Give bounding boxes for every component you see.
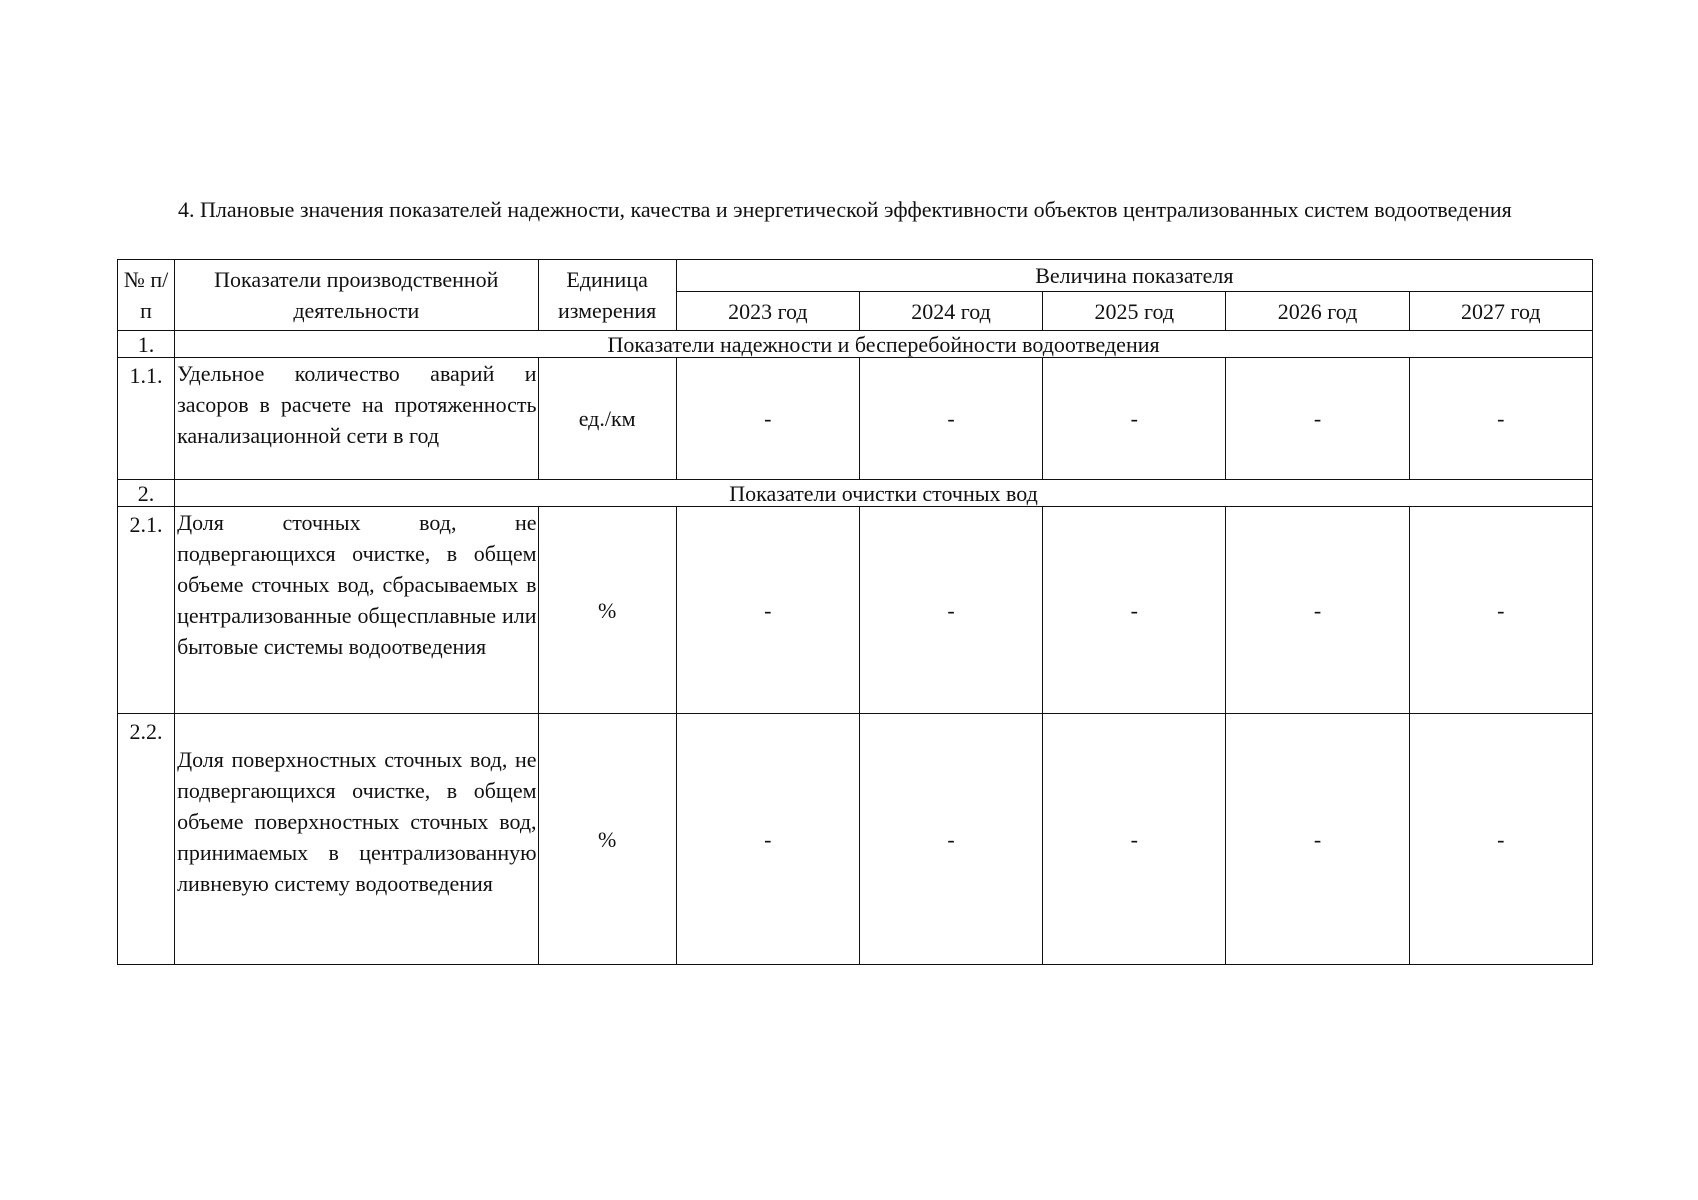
row-value: - — [859, 507, 1042, 714]
row-value: - — [1043, 714, 1226, 965]
row-indicator-name: Доля поверхностных сточных вод, не подвергающихся очистке, в общем объеме поверхностных сточных вод, принимаемых в централизованную ливневую систему водоотведения — [175, 714, 538, 965]
row-num: 1.1. — [118, 358, 175, 480]
section-title: Показатели очистки сточных вод — [175, 480, 1593, 507]
table-row — [118, 358, 1593, 480]
row-value: - — [676, 714, 859, 965]
row-value: - — [1409, 507, 1592, 714]
header-year: 2023 год — [676, 292, 859, 331]
section-row — [118, 331, 1593, 358]
row-value: - — [1043, 507, 1226, 714]
indicators-table — [117, 259, 1593, 965]
row-value: - — [1409, 358, 1592, 480]
row-value: - — [1226, 714, 1409, 965]
row-num: 2.2. — [118, 714, 175, 965]
row-num: 2.1. — [118, 507, 175, 714]
row-unit: % — [538, 714, 676, 965]
row-value: - — [676, 358, 859, 480]
header-value-group: Величина показателя — [676, 260, 1592, 292]
row-indicator-name: Удельное количество аварий и засоров в расчете на протяженность канализационной сети в год — [175, 358, 538, 480]
row-value: - — [1226, 507, 1409, 714]
row-value: - — [676, 507, 859, 714]
header-unit: Единица измерения — [538, 260, 676, 331]
section-num: 1. — [118, 331, 175, 358]
header-num: № п/п — [118, 260, 175, 331]
header-year: 2026 год — [1226, 292, 1409, 331]
table-row — [118, 714, 1593, 965]
table-row — [118, 507, 1593, 714]
row-value: - — [1043, 358, 1226, 480]
row-value: - — [1226, 358, 1409, 480]
document-heading: 4. Плановые значения показателей надежности, качества и энергетической эффективности объектов централизованных систем водоотведения — [178, 197, 1512, 222]
header-year: 2027 год — [1409, 292, 1592, 331]
row-unit: ед./км — [538, 358, 676, 480]
section-num: 2. — [118, 480, 175, 507]
row-unit: % — [538, 507, 676, 714]
row-value: - — [859, 358, 1042, 480]
header-indicator: Показатели производственной деятельности — [175, 260, 538, 331]
table-header-row — [118, 260, 1593, 292]
section-title: Показатели надежности и бесперебойности водоотведения — [175, 331, 1593, 358]
row-value: - — [859, 714, 1042, 965]
row-value: - — [1409, 714, 1592, 965]
header-year: 2024 год — [859, 292, 1042, 331]
header-year: 2025 год — [1043, 292, 1226, 331]
section-row — [118, 480, 1593, 507]
row-indicator-name: Доля сточных вод, не подвергающихся очистке, в общем объеме сточных вод, сбрасываемых в централизованные общесплавные или бытовые системы водоотведения — [175, 507, 538, 714]
